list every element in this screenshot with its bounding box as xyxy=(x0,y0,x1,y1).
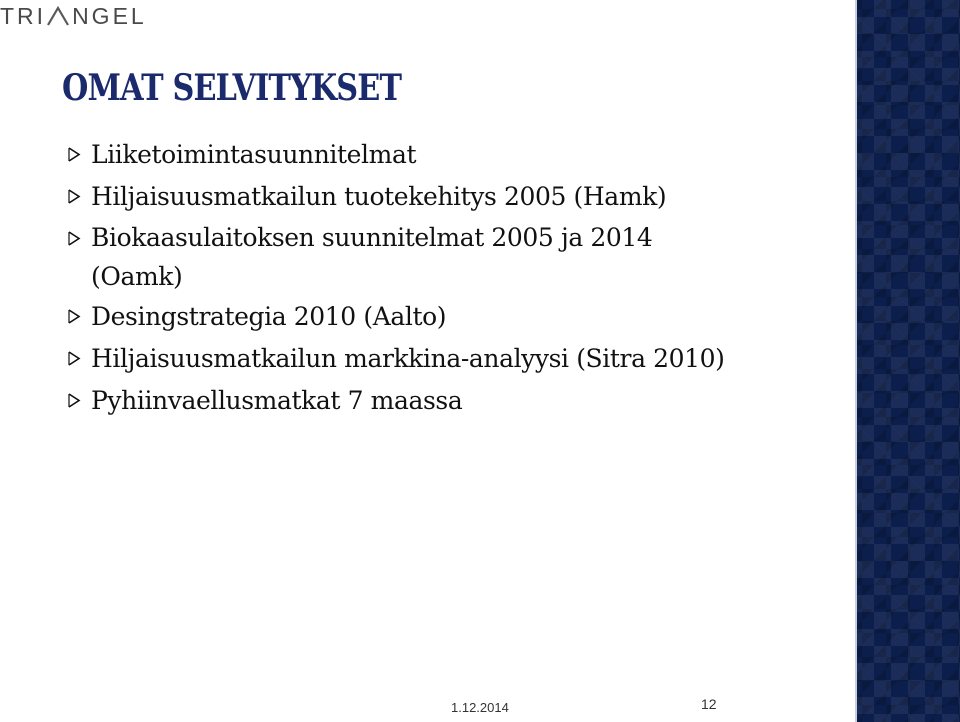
decorative-sidebar xyxy=(857,0,960,722)
list-item-text: Desingstrategia 2010 (Aalto) xyxy=(91,302,447,331)
arrow-bullet-icon xyxy=(66,146,83,163)
list-item-text: Biokaasulaitoksen suunnitelmat 2005 ja 2014 (Oamk) xyxy=(91,223,653,291)
arrow-bullet-icon xyxy=(66,308,83,325)
triangle-logo-icon xyxy=(47,6,69,26)
bullet-list xyxy=(66,134,846,422)
list-item xyxy=(66,380,846,422)
list-item-text: Pyhiinvaellusmatkat 7 maassa xyxy=(91,386,463,415)
list-item xyxy=(66,176,846,218)
arrow-bullet-icon xyxy=(66,230,83,247)
list-item-text: Liiketoimintasuunnitelmat xyxy=(91,140,417,169)
arrow-bullet-icon xyxy=(66,350,83,367)
arrow-bullet-icon xyxy=(66,188,83,205)
list-item xyxy=(66,338,846,380)
page-number: 12 xyxy=(701,696,717,712)
list-item xyxy=(66,218,731,296)
trianGel-logo xyxy=(0,3,147,29)
logo-text-right: NGEL xyxy=(72,2,147,29)
list-item-text: Hiljaisuusmatkailun markkina-analyysi (Sitra 2010) xyxy=(91,344,725,373)
footer-date: 1.12.2014 xyxy=(451,700,509,715)
list-item-text: Hiljaisuusmatkailun tuotekehitys 2005 (Hamk) xyxy=(91,182,667,211)
list-item xyxy=(66,134,846,176)
logo-text-left: TRI xyxy=(0,2,47,29)
slide-title: OMAT SELVITYKSET xyxy=(62,67,402,109)
arrow-bullet-icon xyxy=(66,392,83,409)
list-item xyxy=(66,296,846,338)
